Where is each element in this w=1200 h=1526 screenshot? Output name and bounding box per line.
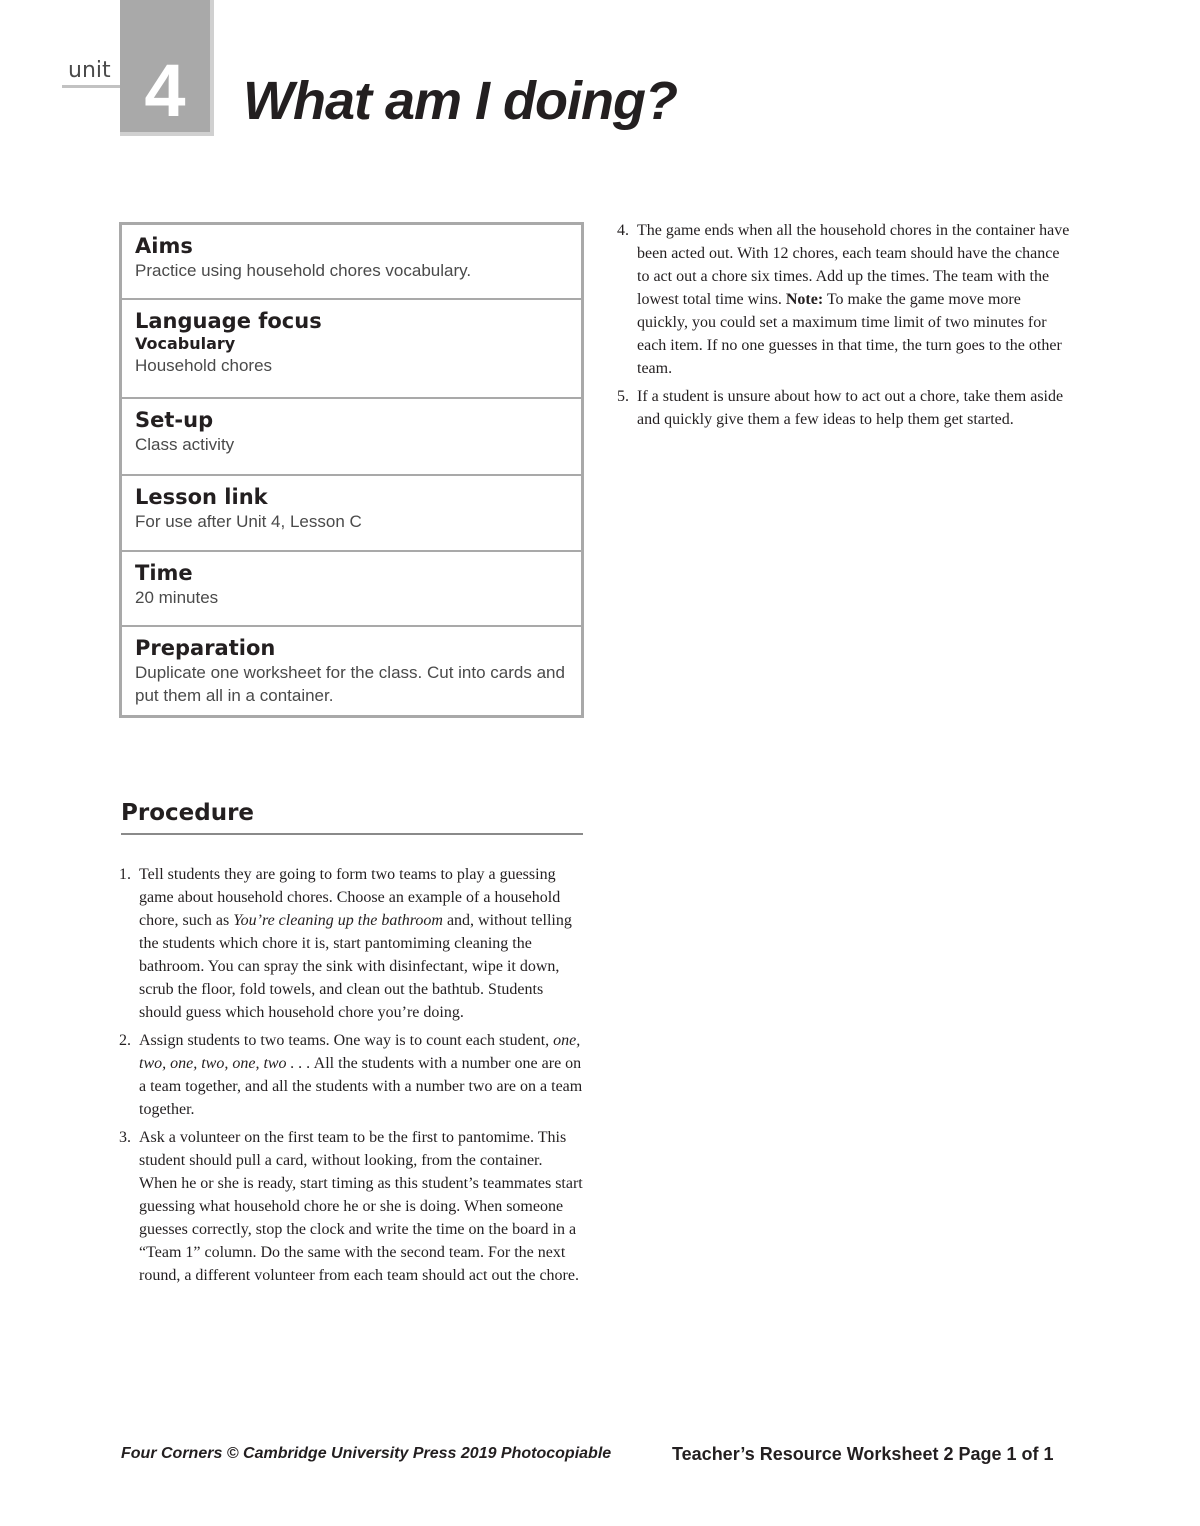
preparation-text: Duplicate one worksheet for the class. Cut into cards and put them all in a container. [135, 663, 565, 705]
step-4-note-text: To make the game move more quickly, you could set a maximum time limit of two minutes for each item. If no one guesses in that time, the turn goes to the other team. [637, 291, 1062, 377]
procedure-step-5 [617, 385, 1075, 431]
vocabulary-subheading: Vocabulary [135, 334, 236, 353]
step-number: 2. [119, 1032, 131, 1049]
lesson-link-text: For use after Unit 4, Lesson C [135, 512, 362, 531]
aims-text: Practice using household chores vocabulary. [135, 261, 472, 280]
procedure-steps-left [119, 863, 583, 1292]
step-1-text: Tell students they are going to form two teams to play a guessing game about household chores. Choose an example of a household chore, such as [139, 866, 561, 929]
step-5-text: If a student is unsure about how to act out a chore, take them aside and quickly give them a few ideas to help them get started. [637, 388, 1064, 428]
language-focus-section [122, 300, 581, 399]
preparation-heading: Preparation [135, 636, 276, 660]
procedure-heading: Procedure [121, 800, 255, 826]
step-2-text-cont: All the students with a number one are on a team together, and all the students with a number two are on a team together. [139, 1055, 583, 1118]
lesson-info-box [119, 222, 584, 718]
language-focus-text: Household chores [135, 356, 273, 375]
unit-label-rule [62, 85, 122, 88]
unit-number: 4 [144, 49, 186, 132]
lesson-link-heading: Lesson link [135, 485, 268, 509]
procedure-divider [121, 833, 583, 835]
setup-section [122, 399, 581, 476]
step-4-note-label: Note: [785, 291, 824, 308]
unit-label: unit [68, 58, 111, 83]
aims-heading: Aims [135, 234, 193, 258]
procedure-step-2 [119, 1029, 583, 1121]
step-1-example: You’re cleaning up the bathroom [233, 912, 443, 929]
time-heading: Time [135, 561, 193, 585]
time-section [122, 552, 581, 627]
procedure-step-4 [617, 219, 1075, 380]
procedure-steps-right [617, 219, 1075, 436]
step-2-text: Assign students to two teams. One way is to count each student, [139, 1032, 554, 1049]
step-number: 4. [617, 222, 629, 239]
unit-number-tab [120, 0, 214, 136]
footer-page-info: Teacher’s Resource Worksheet 2 Page 1 of 1 [672, 1444, 1054, 1464]
page-title: What am I doing? [243, 71, 677, 131]
step-2-counting: one, two, one, two, one, two . . . [139, 1032, 581, 1072]
step-number: 5. [617, 388, 629, 405]
procedure-step-1 [119, 863, 583, 1024]
step-number: 3. [119, 1129, 131, 1146]
footer-copyright: Four Corners © Cambridge University Press 2019 Photocopiable [121, 1445, 612, 1462]
preparation-section [122, 627, 581, 715]
step-3-text: Ask a volunteer on the first team to be the first to pantomime. This student should pull a card, without looking, from the container. When he or she is ready, start timing as this student’s teammates start guessing what household chore he or she is doing. When someone guesses correctly, stop the clock and write the time on the board in a “Team 1” column. Do the same with the second team. For the next round, a different volunteer from each team should act out the chore. [139, 1129, 583, 1284]
time-text: 20 minutes [135, 588, 219, 607]
setup-text: Class activity [135, 435, 235, 454]
language-focus-heading: Language focus [135, 309, 322, 333]
procedure-step-3 [119, 1126, 583, 1287]
step-number: 1. [119, 866, 131, 883]
step-4-text: The game ends when all the household chores in the container have been acted out. With 12 chores, each team should have the chance to act out a chore six times. Add up the times. The team with the lowest total time wins. [637, 222, 1070, 308]
step-1-text-cont: and, without telling the students which chore it is, start pantomiming cleaning the bathroom. You can spray the sink with disinfectant, wipe it down, scrub the floor, fold towels, and clean out the bathtub. Students should guess which household chore you’re doing. [139, 912, 572, 1021]
setup-heading: Set-up [135, 408, 214, 432]
lesson-link-section [122, 476, 581, 552]
aims-section [122, 225, 581, 300]
